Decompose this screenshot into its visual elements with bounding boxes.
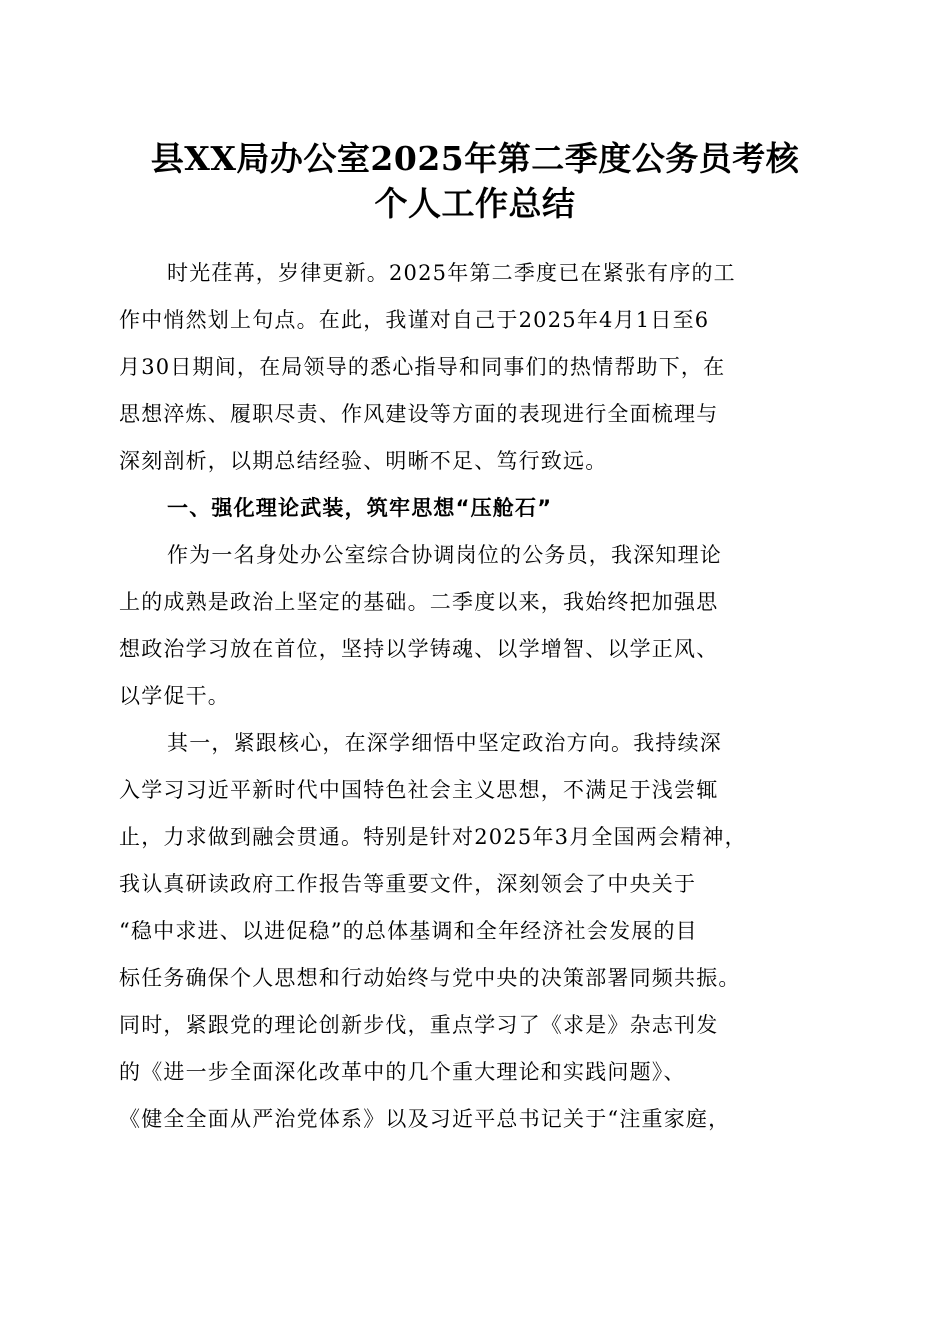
paragraph-2-line-4: 以学促干。	[119, 684, 230, 708]
paragraph-3-line-7: 同时，紧跟党的理论创新步伐，重点学习了《求是》杂志刊发	[119, 1013, 719, 1037]
document-title-line-1: 县XX局办公室2025年第二季度公务员考核	[150, 139, 800, 178]
paragraph-3-line-2: 入学习习近平新时代中国特色社会主义思想，不满足于浅尝辄	[119, 778, 719, 802]
paragraph-3-line-9: 《健全全面从严治党体系》以及习近平总书记关于“注重家庭，	[119, 1107, 731, 1131]
paragraph-2-line-2: 上的成熟是政治上坚定的基础。二季度以来，我始终把加强思	[119, 590, 719, 614]
paragraph-3-line-5: “稳中求进、以进促稳”的总体基调和全年经济社会发展的目	[119, 919, 698, 943]
paragraph-1-line-3: 月30日期间，在局领导的悉心指导和同事们的热情帮助下，在	[119, 355, 726, 379]
paragraph-2-line-1: 作为一名身处办公室综合协调岗位的公务员，我深知理论	[167, 543, 722, 567]
paragraph-3-line-4: 我认真研读政府工作报告等重要文件，深刻领会了中央关于	[119, 872, 697, 896]
section-heading-1: 一、强化理论武装，筑牢思想“压舱石”	[167, 496, 553, 520]
paragraph-3-line-6: 标任务确保个人思想和行动始终与党中央的决策部署同频共振。	[119, 966, 741, 990]
document-body	[119, 250, 839, 1143]
paragraph-3-line-3: 止，力求做到融会贯通。特别是针对2025年3月全国两会精神，	[119, 825, 747, 849]
paragraph-1-line-4: 思想淬炼、履职尽责、作风建设等方面的表现进行全面梳理与	[119, 402, 719, 426]
paragraph-1-line-2: 作中悄然划上句点。在此，我谨对自己于2025年4月1日至6	[119, 308, 710, 332]
paragraph-1-line-1: 时光荏苒，岁律更新。2025年第二季度已在紧张有序的工	[167, 261, 736, 285]
document-title-line-2: 个人工作总结	[374, 184, 576, 223]
paragraph-3-line-1: 其一，紧跟核心，在深学细悟中坚定政治方向。我持续深	[167, 731, 722, 755]
paragraph-1-line-5: 深刻剖析，以期总结经验、明晰不足、笃行致远。	[119, 449, 608, 473]
paragraph-2-line-3: 想政治学习放在首位，坚持以学铸魂、以学增智、以学正风、	[119, 637, 719, 661]
paragraph-3-line-8: 的《进一步全面深化改革中的几个重大理论和实践问题》、	[119, 1060, 686, 1084]
